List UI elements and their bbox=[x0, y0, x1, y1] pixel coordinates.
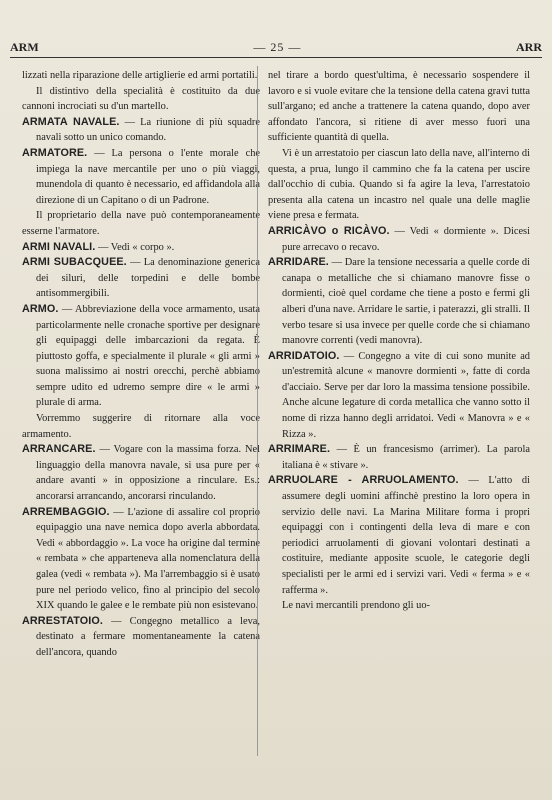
entry-headword: ARMATORE. bbox=[22, 146, 88, 159]
entry-paragraph: Vi è un arrestatoio per ciascun lato della nave, all'interno di questa, a prua, lungo il cammino che fa la catena per uscire dall'occhio di cubia. Quando si fa agire la leva, l'arrestatoio presenta alla catena un incastro nel quale una delle maglie viene presa e fermata. bbox=[268, 147, 530, 222]
entry-definition: — Congegno metallico a leva, destinato a fermare momentaneamente la catena dell'ancora, quando bbox=[36, 615, 260, 658]
dictionary-entry bbox=[268, 224, 530, 255]
entry-definition: — La denominazione generica dei siluri, delle torpedini e delle bombe antisommergibili. bbox=[36, 257, 260, 300]
entry-headword: ARRIDARE. bbox=[268, 256, 329, 269]
header-left-guideword: ARM bbox=[10, 39, 39, 54]
dictionary-entry bbox=[268, 349, 530, 443]
entry-definition: — Dare la tensione necessaria a quelle corde di canapa o metalliche che si chiamano manovre fisse o dormienti, cioè quel cordame che tiene a posto e fermi gli alberi d'una nave. Arridare le sartie, i paterazzi, gli stralli. Il verbo tesare si usa invece per quelle corde che si chiamano manovre correnti (vedi manovra). bbox=[282, 257, 530, 347]
dictionary-entry bbox=[22, 115, 260, 146]
entry-headword: ARMATA NAVALE. bbox=[22, 115, 120, 128]
dictionary-entry bbox=[22, 505, 260, 614]
entry-headword: ARRESTATOIO. bbox=[22, 614, 103, 627]
running-header bbox=[10, 38, 542, 56]
entry-paragraph: Il distintivo della specialità è costituito da due cannoni incrociati su d'un martello. bbox=[22, 85, 260, 113]
left-column bbox=[22, 68, 260, 661]
entry-paragraph: Vorremmo suggerire di ritornare alla voce armamento. bbox=[22, 413, 260, 440]
entry-headword: ARRANCARE. bbox=[22, 443, 96, 456]
header-rule bbox=[10, 57, 542, 58]
entry-headword: ARRUOLARE - ARRUOLAMENTO. bbox=[268, 474, 459, 487]
entry-definition: — Vogare con la massima forza. Nel linguaggio della manovra navale, si usa pure per « andare avanti » in opposizione a rinculare. Es.: ancorarsi arrancando, ancorarsi rinculando. bbox=[36, 444, 260, 503]
entry-headword: ARMI NAVALI. bbox=[22, 240, 96, 253]
dictionary-entry bbox=[268, 442, 530, 473]
entry-paragraph: Il proprietario della nave può contemporaneamente esserne l'armatore. bbox=[22, 210, 260, 237]
entry-definition: — Congegno a vite di cui sono munite ad un'estremità alcune « manovre dormienti », fatte di corda d'acciaio. Serve per dar loro la massima tensione possibile. Anche alcune legature di corda metallica che vanno sotto il nome di rizza hanno degli arridatoi. Vedi « Manovra » e « Rizza ». bbox=[282, 350, 530, 440]
entry-headword: ARRIMARE. bbox=[268, 443, 331, 456]
entry-definition: — L'atto di assumere degli uomini affinchè prestino la loro opera in servizio delle navi. La Marina Militare forma i propri equipaggi con i contingenti della leva di mare e con periodici arruolamenti di giovani volontari destinati a costituire, mediante apposite scuole, le categorie degli specialisti per le armi ed i servizi vari. Vedi « ferma » e « rafferma ». bbox=[282, 475, 530, 596]
entry-headword: ARMI SUBACQUEE. bbox=[22, 256, 127, 269]
entry-headword: ARRICÀVO o RICÀVO. bbox=[268, 224, 390, 237]
entry-definition: — Vedi « dormiente ». Dicesi pure arrecavo o recavo. bbox=[282, 225, 530, 253]
continued-text: nel tirare a bordo quest'ultima, è necessario sospendere il lavoro e si vuole evitare che la tensione della catena gravi tutta sull'argano; ed anche a trattenere la catena quando, dopo aver affondato l'ancora, si ritiene di aver messo fuori una sufficiente quantità di quella. bbox=[268, 70, 530, 144]
dictionary-entry bbox=[22, 614, 260, 661]
header-right-guideword: ARR bbox=[515, 39, 542, 54]
dictionary-entry bbox=[22, 255, 260, 302]
entry-headword: ARMO. bbox=[22, 302, 59, 315]
entry-paragraph: Le navi mercantili prendono gli uo- bbox=[282, 600, 431, 612]
dictionary-entry bbox=[22, 302, 260, 411]
page-number: — 25 — bbox=[253, 39, 302, 54]
dictionary-entry bbox=[22, 240, 260, 256]
dictionary-entry bbox=[22, 442, 260, 504]
column-divider bbox=[257, 66, 258, 756]
continued-text: lizzati nella riparazione delle artiglierie ed armi portatili. bbox=[22, 70, 258, 81]
entry-definition: — Abbreviazione della voce armamento, usata particolarmente nelle cronache sportive per designare gli equipaggi delle imbarcazioni da regata. È piuttosto goffa, e specialmente il plurale « gli armi » suona malissimo ai nostri orecchi, perchè abbiamo sempre udito ed udremo sempre dire « le armi » plurale di arma. bbox=[36, 303, 260, 409]
dictionary-entry bbox=[22, 146, 260, 208]
entry-definition: — L'azione di assalire col proprio equipaggio una nave nemica dopo averla abbordata. Vedi « abbordaggio ». La voce ha origine dal termine « rembata » che apparteneva alla nomenclatura della galea (vedi « rembata »). Ma l'arrembaggio si è usato pure nel periodo velico, fino al principio del secolo XIX quando le galee e le rembate più non esistevano. bbox=[36, 506, 260, 612]
entry-definition: — La riunione di più squadre navali sotto un unico comando. bbox=[36, 116, 260, 144]
entry-definition: — Vedi « corpo ». bbox=[95, 241, 175, 253]
entry-definition: — La persona o l'ente morale che impiega la nave mercantile per uno o più viaggi, munendola di quanto è necessario, ed affidandola alla direzione di un Capitano o di un Padrone. bbox=[36, 147, 260, 206]
dictionary-entry bbox=[268, 255, 530, 349]
dictionary-entry bbox=[268, 473, 530, 598]
entry-definition: — È un francesismo (arrimer). La parola italiana è « stivare ». bbox=[282, 444, 530, 471]
right-column bbox=[268, 68, 530, 614]
entry-headword: ARREMBAGGIO. bbox=[22, 505, 110, 518]
entry-headword: ARRIDATOIO. bbox=[268, 349, 340, 362]
